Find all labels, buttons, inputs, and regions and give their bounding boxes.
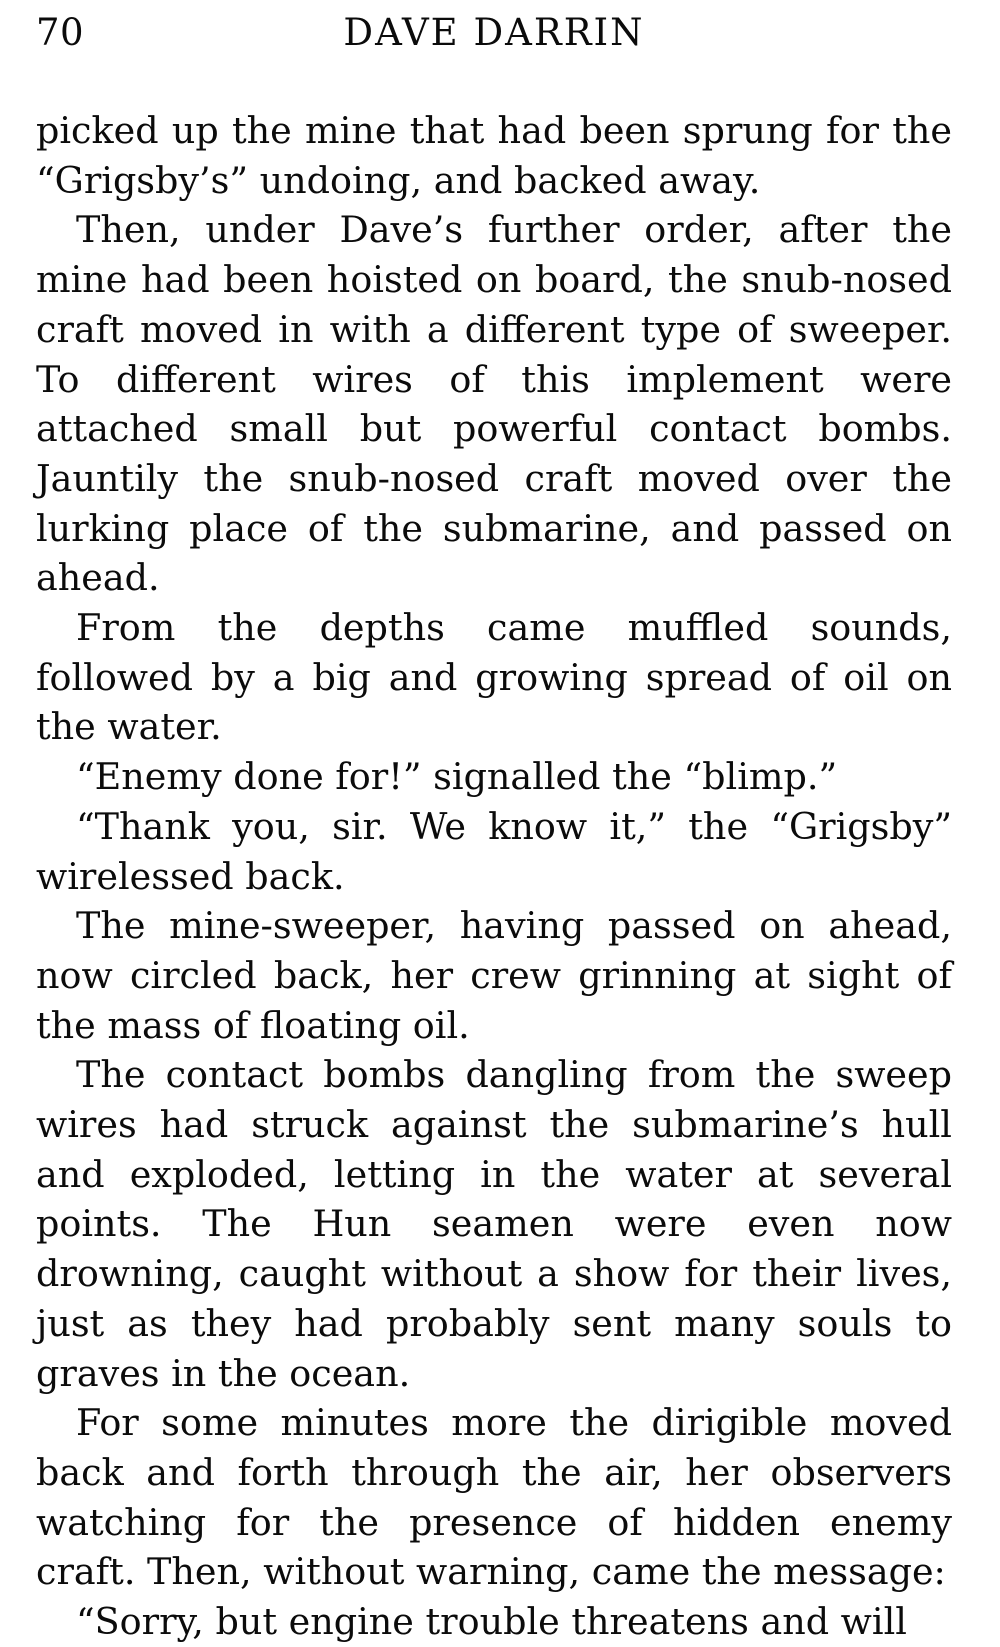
paragraph: The contact bombs dangling from the sweep wires had struck against the submarine’s hull and exploded, letting in the water at several points. The Hun seamen were even now drowning, caught without a show for their lives, just as they had probably sent many souls to graves in the ocean. [36,1053,952,1395]
paragraph-truncated: “Sorry, but engine trouble threatens and will [76,1600,907,1644]
book-page [36,0,952,1647]
paragraph: The mine-sweeper, having passed on ahead, now circled back, her crew grinning at sight of the mass of floating oil. [36,904,952,1047]
body-text [36,106,952,1647]
running-head [36,0,952,66]
paragraph: From the depths came muffled sounds, followed by a big and growing spread of oil on the water. [36,606,952,749]
paragraph: For some minutes more the dirigible moved back and forth through the air, her observers watching for the presence of hidden enemy craft. Then, without warning, came the message: [36,1401,952,1594]
paragraph: “Enemy done for!” signalled the “blimp.” [76,755,838,799]
paragraph-continued: picked up the mine that had been sprung for the “Grigsby’s” undoing, and backed away. [36,109,952,202]
page-number: 70 [36,11,85,54]
paragraph: “Thank you, sir. We know it,” the “Grigsby” wirelessed back. [36,804,952,898]
paragraph: Then, under Dave’s further order, after the mine had been hoisted on board, the snub-nosed craft moved in with a different type of sweeper. To different wires of this implement were attached small but powerful contact bombs. Jauntily the snub-nosed craft moved over the lurking place of the submarine, and passed on ahead. [36,208,952,600]
book-title: DAVE DARRIN [343,11,645,54]
